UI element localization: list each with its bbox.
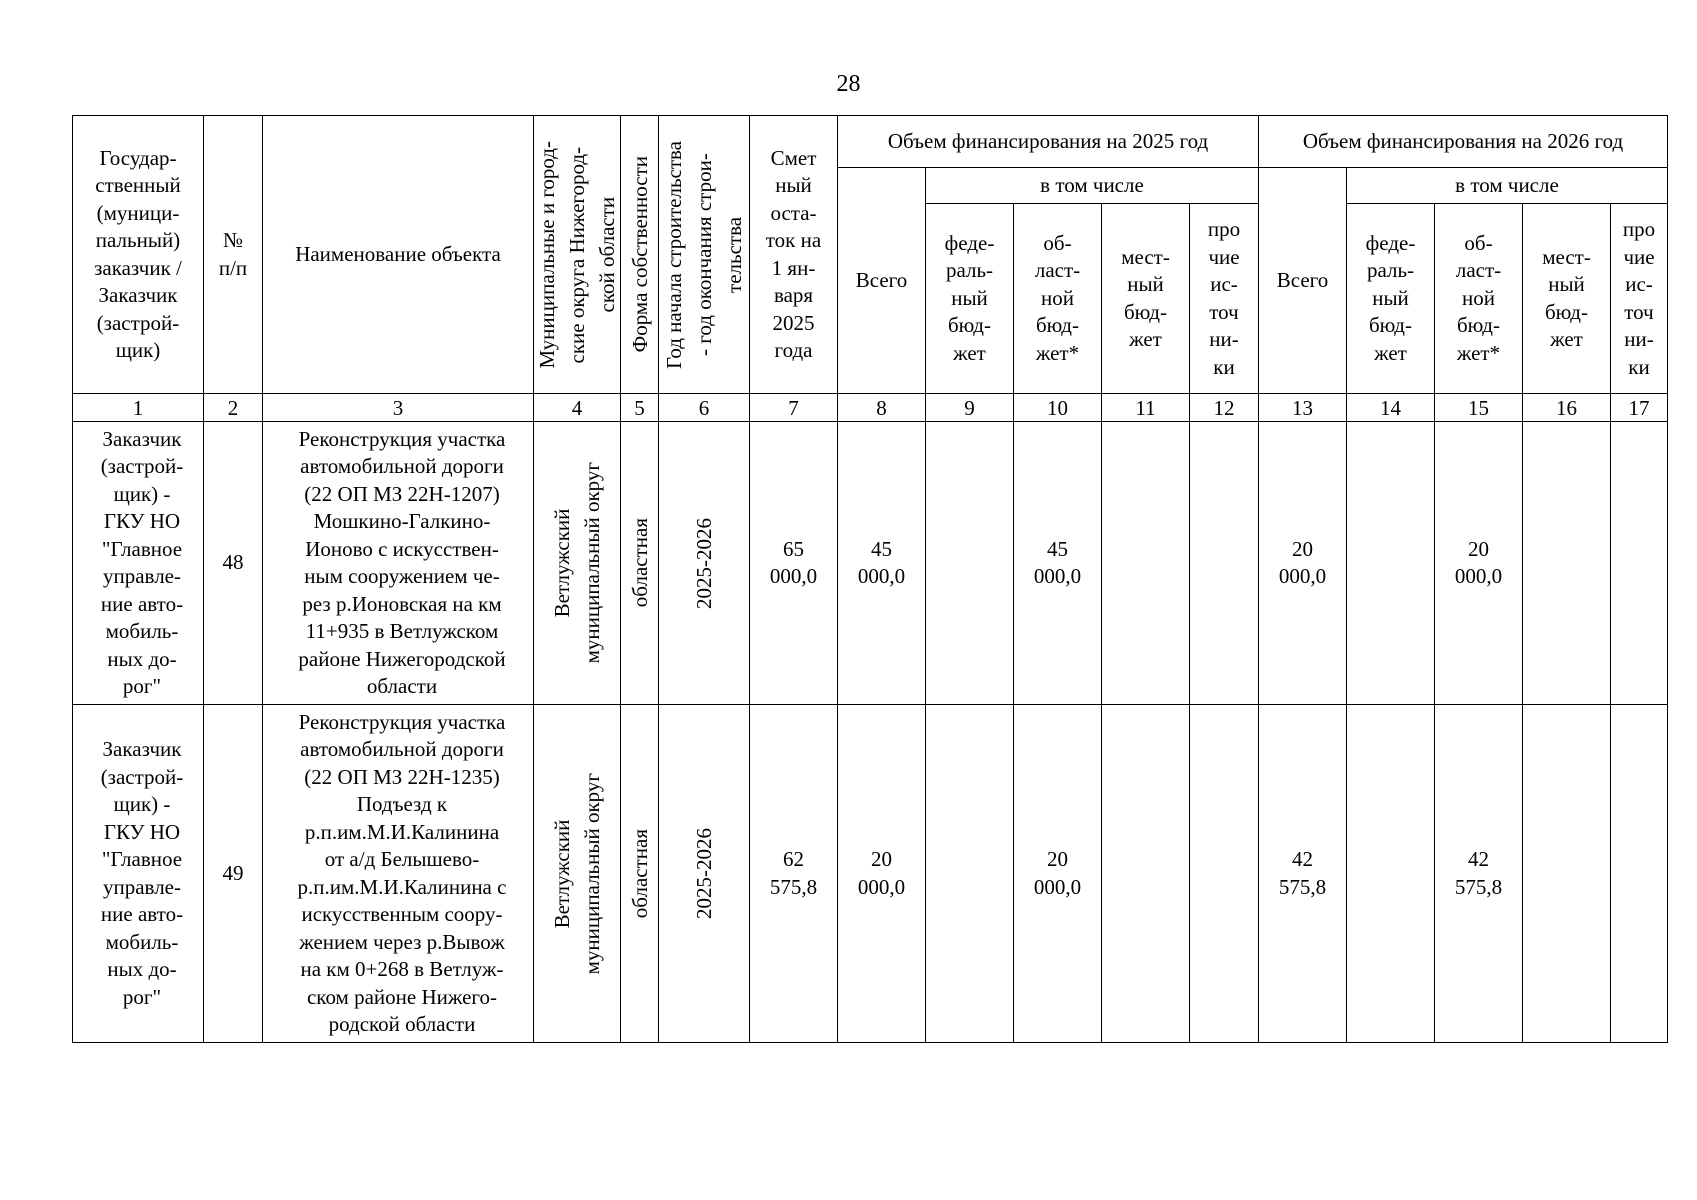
column-number: 2 (204, 394, 263, 422)
row-ownership-text: областная (627, 518, 652, 608)
row-district (534, 705, 621, 1043)
column-number: 10 (1014, 394, 1102, 422)
row-local-2025 (1102, 705, 1190, 1043)
header-group-2026: Объем финансирования на 2026 год (1259, 116, 1668, 168)
column-number: 8 (838, 394, 926, 422)
row-federal-2025 (926, 705, 1014, 1043)
header-years (659, 116, 750, 394)
table-row (73, 422, 1668, 705)
row-years-text: 2025-2026 (692, 517, 716, 609)
row-years (659, 422, 750, 705)
header-object-name: Наименование объекта (263, 116, 534, 394)
row-ownership-text: областная (627, 828, 652, 919)
column-number: 4 (534, 394, 621, 422)
row-regional-2026: 42 575,8 (1435, 705, 1523, 1043)
column-number: 11 (1102, 394, 1190, 422)
row-local-2026 (1523, 422, 1611, 705)
row-other-2026 (1611, 422, 1668, 705)
header-other-2026: про чие ис- точ ни- ки (1611, 204, 1668, 394)
financing-table (72, 115, 1668, 1043)
header-number: № п/п (204, 116, 263, 394)
header-district-text: Муниципальные и город- ские округа Нижегород- ской области (535, 140, 619, 369)
row-local-2026 (1523, 705, 1611, 1043)
header-ownership (621, 116, 659, 394)
row-federal-2025 (926, 422, 1014, 705)
row-total-2025: 20 000,0 (838, 705, 926, 1043)
row-other-2025 (1190, 705, 1259, 1043)
header-including-2026: в том числе (1347, 168, 1668, 204)
header-other-2025: про чие ис- точ ни- ки (1190, 204, 1259, 394)
row-regional-2025: 45 000,0 (1014, 422, 1102, 705)
row-other-2026 (1611, 705, 1668, 1043)
row-ownership (621, 422, 659, 705)
header-total-2026: Всего (1259, 168, 1347, 394)
column-number: 1 (73, 394, 204, 422)
row-total-2026: 20 000,0 (1259, 422, 1347, 705)
row-district-text: Ветлужский муниципальный округ (550, 772, 604, 975)
row-other-2025 (1190, 422, 1259, 705)
column-number: 9 (926, 394, 1014, 422)
header-years-text: Год начала строительства - год окончания строи- тельства (662, 140, 746, 369)
row-remainder: 62 575,8 (750, 705, 838, 1043)
row-remainder: 65 000,0 (750, 422, 838, 705)
header-regional-2025: об- ласт- ной бюд- жет* (1014, 204, 1102, 394)
row-customer: Заказчик (застрой- щик) - ГКУ НО "Главное управле- ние авто- мобиль- ных до- рог" (73, 705, 204, 1043)
column-number: 17 (1611, 394, 1668, 422)
row-total-2025: 45 000,0 (838, 422, 926, 705)
header-district (534, 116, 621, 394)
row-ownership (621, 705, 659, 1043)
header-customer: Государ- ственный (муници- пальный) заказчик / Заказчик (застрой- щик) (73, 116, 204, 394)
row-regional-2026: 20 000,0 (1435, 422, 1523, 705)
column-number: 6 (659, 394, 750, 422)
row-years-text: 2025-2026 (692, 828, 716, 919)
row-customer: Заказчик (застрой- щик) - ГКУ НО "Главное управле- ние авто- мобиль- ных до- рог" (73, 422, 204, 705)
header-ownership-text: Форма собственности (627, 156, 652, 353)
header-regional-2026: об- ласт- ной бюд- жет* (1435, 204, 1523, 394)
row-total-2026: 42 575,8 (1259, 705, 1347, 1043)
header-federal-2026: феде- раль- ный бюд- жет (1347, 204, 1435, 394)
row-object-name: Реконструкция участка автомобильной дороги (22 ОП МЗ 22Н-1207) Мошкино-Галкино- Ионово с искусствен- ным сооружением че- рез р.Ионовская на км 11+935 в Ветлужском районе Нижегородской области (263, 422, 534, 705)
header-total-2025: Всего (838, 168, 926, 394)
column-number: 14 (1347, 394, 1435, 422)
row-number: 49 (204, 705, 263, 1043)
column-number: 16 (1523, 394, 1611, 422)
column-number: 3 (263, 394, 534, 422)
row-years (659, 705, 750, 1043)
header-local-2025: мест- ный бюд- жет (1102, 204, 1190, 394)
column-number: 15 (1435, 394, 1523, 422)
header-group-2025: Объем финансирования на 2025 год (838, 116, 1259, 168)
row-federal-2026 (1347, 705, 1435, 1043)
header-remainder: Смет ный оста- ток на 1 ян- варя 2025 года (750, 116, 838, 394)
column-number: 5 (621, 394, 659, 422)
row-object-name: Реконструкция участка автомобильной дороги (22 ОП МЗ 22Н-1235) Подъезд к р.п.им.М.И.Калинина от а/д Белышево- р.п.им.М.И.Калинина с искусственным соору- жением через р.Вывож на км 0+268 в Ветлуж- ском районе Нижего- родской области (263, 705, 534, 1043)
row-number: 48 (204, 422, 263, 705)
row-district-text: Ветлужский муниципальный округ (550, 462, 604, 664)
page-number: 28 (836, 71, 861, 97)
row-local-2025 (1102, 422, 1190, 705)
column-number: 12 (1190, 394, 1259, 422)
table-header (73, 116, 1668, 422)
column-number: 7 (750, 394, 838, 422)
column-number: 13 (1259, 394, 1347, 422)
table-row (73, 705, 1668, 1043)
header-local-2026: мест- ный бюд- жет (1523, 204, 1611, 394)
row-regional-2025: 20 000,0 (1014, 705, 1102, 1043)
header-federal-2025: феде- раль- ный бюд- жет (926, 204, 1014, 394)
header-including-2025: в том числе (926, 168, 1259, 204)
column-number-row (73, 394, 1668, 422)
row-district (534, 422, 621, 705)
row-federal-2026 (1347, 422, 1435, 705)
